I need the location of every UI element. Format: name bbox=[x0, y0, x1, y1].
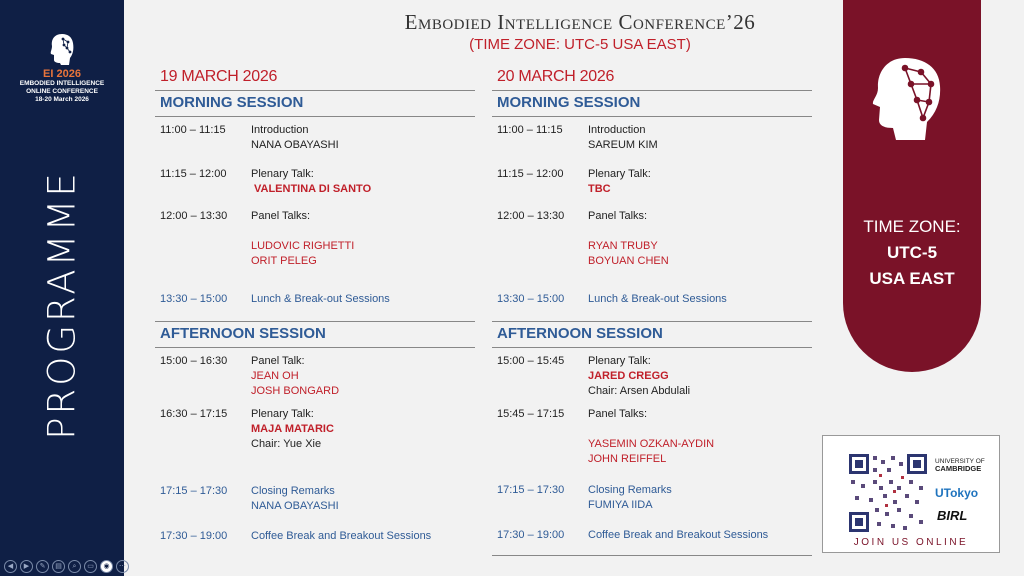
row-time: 12:00 – 13:30 bbox=[497, 210, 565, 222]
row-label: Panel Talks: bbox=[588, 408, 648, 420]
row-time: 11:00 – 11:15 bbox=[497, 124, 563, 136]
speaker-name: FUMIYA IIDA bbox=[588, 499, 653, 511]
row-label: Introduction bbox=[588, 124, 646, 136]
day-column-20-march bbox=[492, 68, 812, 541]
head-network-icon bbox=[843, 50, 981, 170]
speaker-name: BOYUAN CHEN bbox=[588, 255, 669, 267]
row-time: 11:15 – 12:00 bbox=[160, 168, 227, 180]
row-time: 15:00 – 15:45 bbox=[497, 355, 565, 367]
logo-line-2: ONLINE CONFERENCE bbox=[26, 88, 98, 95]
speaker-name: JOSH BONGARD bbox=[251, 385, 340, 397]
row-time: 17:15 – 17:30 bbox=[160, 485, 228, 497]
row-label: Panel Talk: bbox=[251, 355, 305, 367]
speaker-name: MAJA MATARIC bbox=[251, 423, 334, 435]
row-label: Plenary Talk: bbox=[588, 168, 651, 180]
cambridge-line-1: UNIVERSITY OF bbox=[935, 458, 985, 465]
speaker-name: YASEMIN OZKAN-AYDIN bbox=[588, 438, 715, 450]
next-slide-icon[interactable]: ▶ bbox=[20, 560, 33, 573]
row-label: Panel Talks: bbox=[251, 210, 311, 222]
row-time: 13:30 – 15:00 bbox=[160, 293, 228, 305]
logo-line-1: EMBODIED INTELLIGENCE bbox=[19, 80, 105, 87]
morning-session-header: MORNING SESSION bbox=[492, 90, 812, 117]
camera-icon[interactable]: ◉ bbox=[100, 560, 113, 573]
row-label: Coffee Break and Breakout Sessions bbox=[251, 530, 432, 542]
join-online-text: JOIN US ONLINE bbox=[853, 537, 969, 548]
row-time: 11:15 – 12:00 bbox=[497, 168, 564, 180]
row-label: Panel Talks: bbox=[588, 210, 648, 222]
prev-slide-icon[interactable]: ◀ bbox=[4, 560, 17, 573]
row-time: 15:45 – 17:15 bbox=[497, 408, 565, 420]
chair-name: Chair: Arsen Abdulali bbox=[588, 385, 691, 397]
day-date: 19 MARCH 2026 bbox=[160, 68, 278, 85]
speaker-name: ORIT PELEG bbox=[251, 255, 317, 267]
more-icon[interactable]: ⋯ bbox=[116, 560, 129, 573]
row-label: Plenary Talk: bbox=[588, 355, 651, 367]
logo-dates: 18-20 March 2026 bbox=[35, 96, 89, 103]
row-label: Closing Remarks bbox=[588, 484, 672, 496]
timezone-line-3: USA EAST bbox=[869, 269, 955, 288]
slideshow-controls bbox=[4, 560, 129, 574]
speaker-name: NANA OBAYASHI bbox=[251, 500, 339, 512]
row-time: 17:30 – 19:00 bbox=[160, 530, 228, 542]
row-label: Plenary Talk: bbox=[251, 168, 314, 180]
speaker-name: SAREUM KIM bbox=[588, 139, 658, 151]
qr-code-icon[interactable] bbox=[849, 454, 927, 532]
row-time: 17:30 – 19:00 bbox=[497, 529, 565, 541]
row-time: 11:00 – 11:15 bbox=[160, 124, 226, 136]
row-label: Plenary Talk: bbox=[251, 408, 314, 420]
speaker-name: RYAN TRUBY bbox=[588, 240, 658, 252]
row-time: 16:30 – 17:15 bbox=[160, 408, 228, 420]
timezone-text bbox=[843, 214, 981, 292]
row-label: Closing Remarks bbox=[251, 485, 335, 497]
timezone-banner bbox=[843, 0, 981, 372]
chair-name: Chair: Yue Xie bbox=[251, 438, 322, 450]
row-time: 12:00 – 13:30 bbox=[160, 210, 228, 222]
speaker-name: LUDOVIC RIGHETTI bbox=[251, 240, 355, 252]
speaker-name: VALENTINA DI SANTO bbox=[254, 183, 372, 195]
speaker-name: TBC bbox=[588, 183, 611, 195]
utokyo-logo: UTokyo bbox=[935, 486, 979, 500]
bottom-divider bbox=[492, 555, 812, 556]
row-time: 15:00 – 16:30 bbox=[160, 355, 228, 367]
speaker-name: JOHN REIFFEL bbox=[588, 453, 667, 465]
birl-logo: BIRL bbox=[937, 508, 968, 523]
afternoon-session-header: AFTERNOON SESSION bbox=[492, 321, 812, 348]
speaker-name: JARED CREGG bbox=[588, 370, 669, 382]
head-network-icon bbox=[49, 32, 75, 66]
cambridge-logo bbox=[935, 458, 997, 472]
pen-icon[interactable]: ✎ bbox=[36, 560, 49, 573]
morning-session-header: MORNING SESSION bbox=[155, 90, 475, 117]
join-online-panel bbox=[822, 435, 1000, 553]
row-label: Lunch & Break-out Sessions bbox=[251, 293, 390, 305]
speaker-name: JEAN OH bbox=[251, 370, 299, 382]
left-sidebar bbox=[0, 0, 124, 576]
row-label: Coffee Break and Breakout Sessions bbox=[588, 529, 769, 541]
timezone-line-2: UTC-5 bbox=[886, 243, 938, 262]
day-date: 20 MARCH 2026 bbox=[497, 68, 615, 85]
conference-logo bbox=[0, 32, 124, 104]
row-time: 17:15 – 17:30 bbox=[497, 484, 565, 496]
cambridge-line-2: CAMBRIDGE bbox=[935, 464, 982, 473]
logo-title: EI 2026 bbox=[43, 68, 81, 80]
timezone-subtitle: (TIME ZONE: UTC-5 USA EAST) bbox=[469, 36, 691, 53]
timezone-line-1: TIME ZONE: bbox=[863, 217, 961, 236]
speaker-name: NANA OBAYASHI bbox=[251, 139, 339, 151]
row-label: Introduction bbox=[251, 124, 309, 136]
afternoon-session-header: AFTERNOON SESSION bbox=[155, 321, 475, 348]
slides-icon[interactable]: ▤ bbox=[52, 560, 65, 573]
conference-title: Embodied Intelligence Conference’26 bbox=[404, 10, 756, 34]
row-time: 13:30 – 15:00 bbox=[497, 293, 565, 305]
programme-title: PROGRAMME bbox=[40, 170, 84, 440]
zoom-icon[interactable]: ⌕ bbox=[68, 560, 81, 573]
day-column-19-march bbox=[155, 68, 475, 542]
subtitles-icon[interactable]: ▭ bbox=[84, 560, 97, 573]
row-label: Lunch & Break-out Sessions bbox=[588, 293, 727, 305]
